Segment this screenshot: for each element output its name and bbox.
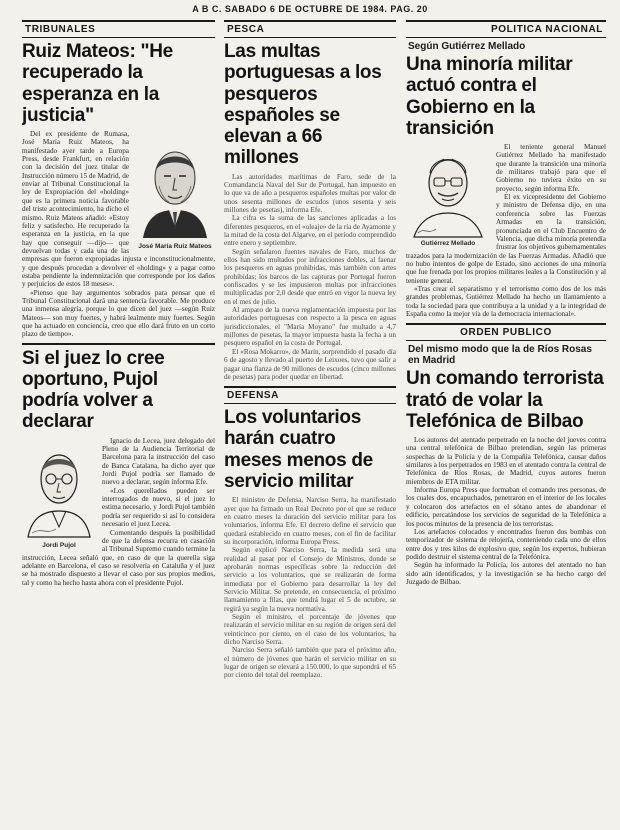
caption-ruiz-mateos: José María Ruiz Mateos xyxy=(138,243,212,251)
article-ruiz-mateos xyxy=(22,130,215,339)
article-pujol xyxy=(22,437,215,587)
paragraph: Según señalaron fuentes navales de Faro, muchos de ellos han sido multados por infracciones dobles, al faenar los pesqueros en aguas prohibidas, más también con artes prohibidas; los barcos de las capturas por Portugal fueron confiscados y se les impusieron multas por infracciones multiplicadas por 2,0 desde que entró en vigor la nueva ley en el mes de julio. xyxy=(224,247,396,306)
column-pesca-defensa xyxy=(224,20,396,680)
paragraph: La cifra es la suma de las sanciones aplicadas a los diferentes pesqueros, en el «oleaje» de la ría de Ayamonte y la mitad de la costa del Algarve, en el período comprendido entre enero y septiembre. xyxy=(224,214,396,248)
column-tribunales xyxy=(22,20,215,587)
portrait-pujol-image xyxy=(22,437,96,541)
headline-pujol: Si el juez lo cree oportuno, Pujol podría volver a declarar xyxy=(22,347,165,433)
page-header: A B C. SABADO 6 DE OCTUBRE DE 1984. PAG. 20 xyxy=(192,4,428,14)
section-orden-publico: ORDEN PUBLICO xyxy=(406,323,606,341)
article-voluntarios xyxy=(224,496,396,680)
section-defensa: DEFENSA xyxy=(224,386,396,404)
paragraph: Narciso Serra señaló también que para el próximo año, el número de jóvenes que harán el servicio militar en su lugar de origen se elevará a 150.000, lo que supondrá el 65 por ciento del total del reemplazo. xyxy=(224,646,396,680)
photo-gutierrez-mellado xyxy=(406,143,490,248)
article-minoria-militar xyxy=(406,143,606,318)
section-politica-nacional: POLITICA NACIONAL xyxy=(406,20,606,38)
photo-pujol xyxy=(22,437,96,550)
paragraph: Informa Europa Press que formaban el comando tres personas, de los cuales dos, encapuchados, penetraron en el interior de los locales y colocaron dos artefactos en el sótano antes de abandonar el edificio, percatándose los servicios de seguridad de la Telefónica a los pocos minutos de la presencia de los terroristas. xyxy=(406,486,606,528)
paragraph: Los artefactos colocados y encontrados fueron dos bombas con temporizador de sistema de relojería, conteniendo cada uno de ellos entre dos y tres kilos de explosivo que, según los expertos, hubieran podido destruir el sistema central de la Telefónica. xyxy=(406,527,606,561)
paragraph: Al amparo de la nueva reglamentación impuesta por las autoridades portuguesas con respecto a la pesca en aguas jurisdiccionales, el "María Moyano" fue multado a 4,7 millones de pesetas, la mayor impuesta hasta la fecha a un pesquero español en la costa de Portugal. xyxy=(224,306,396,348)
photo-ruiz-mateos xyxy=(135,130,215,251)
section-pesca: PESCA xyxy=(224,20,396,38)
kicker-rios-rosas: Del mismo modo que la de Ríos Rosas en Madrid xyxy=(408,344,592,367)
paragraph: Según el ministro, el porcentaje de jóvenes que realizarán el servicio militar en su región de origen será del veinticinco por ciento, en el caso de los voluntarios, ha dicho Narciso Serra. xyxy=(224,613,396,647)
paragraph: Los autores del atentado perpetrado en la noche del jueves contra una central telefónica de Bilbao pretendían, según las primeras sospechas de la Policía y de la Compañía Telefónica, causar daños similares a los perpetrados en 1983 en el atentado contra la central de Telefónica de Ríos Rosas, de Madrid, cuyos autores fueron miembros de ETA militar. xyxy=(406,436,606,486)
column-politica-orden xyxy=(406,20,606,586)
headline-ruiz-mateos: Ruiz Mateos: "He recuperado la esperanza en la justicia" xyxy=(22,41,173,126)
paragraph: El ex vicepresidente del Gobierno y ministro de Defensa dijo, en una conferencia sobre las Fuerzas Armadas en la transición, pronunciada en el Club Encuentro de Valencia, que dicha minoría pretendía frustrar los objetivos gubernamentales trazados para la modernización de las Fuerzas Armadas. Añadió que no hubo intentos de golpe de Estado, sino acciones de una minoría que fue frenada por los propios militares leales a la Constitución y al teniente general. xyxy=(406,193,606,285)
paragraph: El ministro de Defensa, Narciso Serra, ha manifestado ayer que ha firmado un Real Decreto por el que se reduce en cuatro meses la duración del servicio militar para los voluntarios, informa Efe. El decreto define el servicio que quedará establecido en cuatro meses, con el fin de facilitar su incorporación, informa Europa Press. xyxy=(224,496,396,546)
kicker-gutierrez: Según Gutiérrez Mellado xyxy=(408,41,526,52)
paragraph: Comentando después la posibilidad de que la defensa recurra en casación al Tribunal Supremo cuando termine la instrucción, Lecea señaló que, en caso de que la querella siga adelante en Barcelona, el caso se resolvería en Cataluña y el juez se ha mostrado dispuesto a llevar el caso por sus propios medios, tal y como ha hecho hasta ahora con el presidente Pujol. xyxy=(22,528,215,587)
paragraph: Según explicó Narciso Serra, la medida será una realidad al pasar por el Consejo de Ministros, donde se aprobarán normas específicas sobre la reducción del servicio a los voluntarios, que se realizarán de forma inmediata por el Gobierno para desarrollar la ley del Servicio Militar. Se pretende, en consecuencia, el próximo llamamiento a filas, que tendrá lugar el 5 de octubre, se regirá ya según la nueva normativa. xyxy=(224,546,396,613)
headline-comando-terrorista: Un comando terrorista trató de volar la Telefónica de Bilbao xyxy=(406,368,604,432)
paragraph: Ignacio de Lecea, juez delegado del Pleno de la Audiencia Territorial de Barcelona para la instrucción del caso de Banca Catalana, ha dicho ayer que Jordi Pujol podría ser llamado de nuevo a declarar, según informa Efe. xyxy=(102,436,215,487)
section-tribunales: TRIBUNALES xyxy=(22,20,215,38)
paragraph: «Pienso que hay argumentos sobrados para pensar que el Tribunal Constitucional dará una sentencia favorable. Me produce una inmensa alegría, porque lo que dicen del juez —según Ruiz Mateos— son muy fuertes, y habrá lealmente muy fuertes. Según que ha actuado en conciencia, creo que ello dará fruto en un corto plazo de tiempo». xyxy=(22,288,215,339)
headline-voluntarios: Los voluntarios harán cuatro meses menos de servicio militar xyxy=(224,407,373,492)
paragraph: El «Rosa Mokarro», de Marín, sorprendido el pasado día 6 de agosto y llevado al puerto de Leixoes, tuvo que salir a pagar una fianza de 90 millones de escudos (cinco millones de pesetas) para poder quedar en libertad. xyxy=(224,347,396,381)
paragraph: Según ha informado la Policía, los autores del atentado no han sido aún identificados, y la investigación se ha hecho cargo del Juzgado de Bilbao. xyxy=(406,561,606,586)
article-comando-terrorista xyxy=(406,436,606,586)
paragraph: Del ex presidente de Rumasa, José María Ruiz Mateos, ha manifestado ayer tarde a Europa Press, desde Frankfurt, en relación con la decisión del juez titular de Instrucción número 15 de Madrid, de enviar al Tribunal Constitucional la ley de Expropiación del «holding» que es la primera noticia favorable del triste acontecimiento, ha dicho el mismo. Ruiz Mateos añadió: «Estoy feliz y satisfecho. He recuperado la esperanza en la justicia, en la que hay que conseguir —dijo— que devuelvan todas y cada una de las empresas que fueron expropiadas injusta e inconstitucionalmente, y que después procedan a devolver el «holding» y a pagar como estaba pendiente la indemnización que corresponde por los daños y perjuicios de estos 18 meses». xyxy=(22,130,215,289)
portrait-gutierrez-mellado-image xyxy=(406,143,490,239)
headline-minoria-militar: Una minoría militar actuó contra el Gobierno en la transición xyxy=(406,54,573,139)
caption-gutierrez-mellado: Gutiérrez Mellado xyxy=(420,240,476,248)
paragraph: «Los querellados pueden ser interrogados de nuevo, si el juez lo estima necesario, y Jordi Pujol también podría ser requerido si así lo considera necesario el juez Lecea. xyxy=(102,486,215,529)
divider xyxy=(22,343,215,345)
portrait-ruiz-mateos-image xyxy=(135,130,215,242)
paragraph: «Tras crear el separatismo y el terrorismo como dos de los más grandes problemas, Gutiérrez Mellado ha hecho un llamamiento a toda la sociedad para que contribuya a la unidad y a la integridad de España como la mejor vía de la democracia internacional». xyxy=(406,284,606,318)
paragraph: El teniente general Manuel Gutiérrez Mellado ha manifestado que durante la transición una minoría de militares trabajó para que el Gobierno no tuviera éxito en su proyecto, según informa Efe. xyxy=(496,143,606,193)
headline-multas: Las multas portuguesas a los pesqueros españoles se elevan a 66 millones xyxy=(224,41,382,169)
paragraph: Las autoridades marítimas de Faro, sede de la Comandancia Naval del Sur de Portugal, han impuesto en lo que va de año a pesqueros españoles multas por valor de unos sesenta millones de escudos (unos sesenta y seis millones de pesetas), informa Efe. xyxy=(224,172,396,214)
article-multas xyxy=(224,173,396,382)
caption-pujol: Jordi Pujol xyxy=(42,541,76,549)
